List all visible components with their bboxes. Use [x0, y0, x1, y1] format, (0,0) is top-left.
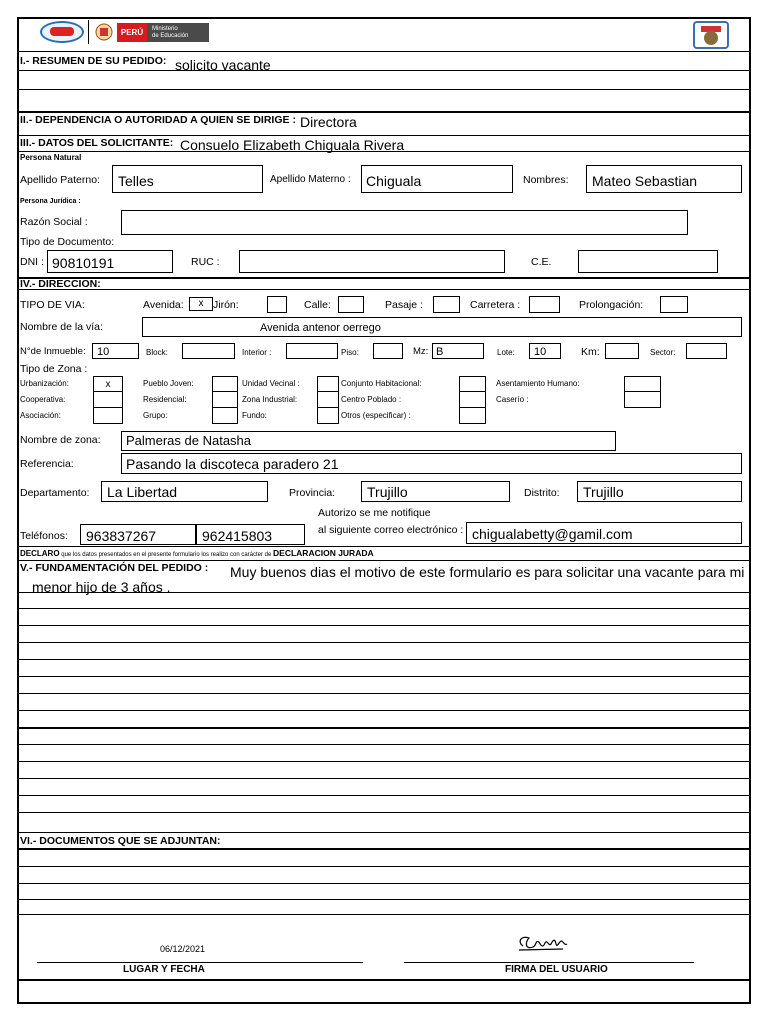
nombre-zona-value: Palmeras de Natasha	[126, 433, 252, 448]
nombres-label: Nombres:	[523, 174, 569, 186]
rule	[18, 832, 751, 833]
cooperativa-checkbox[interactable]	[93, 391, 123, 408]
departamento-label: Departamento:	[20, 487, 90, 499]
fundo-label: Fundo:	[242, 411, 267, 420]
pasaje-label: Pasaje :	[385, 299, 423, 311]
rule	[18, 761, 751, 762]
section1-label: I.- RESUMEN DE SU PEDIDO:	[20, 55, 167, 67]
rule	[18, 866, 751, 867]
lote-value: 10	[534, 346, 547, 358]
section5-label: V.- FUNDAMENTACIÓN DEL PEDIDO :	[20, 562, 209, 574]
nombre-via-field[interactable]	[142, 317, 742, 337]
unidad-vecinal-label: Unidad Vecinal :	[242, 379, 300, 388]
section5-line2[interactable]: menor hijo de 3 años .	[32, 579, 171, 595]
sector-label: Sector:	[650, 348, 676, 357]
firma-line	[404, 962, 694, 963]
section4-label: IV.- DIRECCION:	[20, 278, 101, 290]
km-field[interactable]	[605, 343, 639, 359]
rule	[18, 608, 751, 609]
rule	[18, 914, 751, 915]
rule	[18, 727, 751, 729]
persona-natural-label: Persona Natural	[20, 153, 82, 162]
sector-field[interactable]	[686, 343, 727, 359]
avenida-checkbox[interactable]: x	[189, 297, 213, 311]
asociacion-checkbox[interactable]	[93, 407, 123, 424]
rule	[18, 676, 751, 677]
dni-label: DNI :	[20, 256, 44, 268]
mz-label: Mz:	[413, 346, 429, 357]
block-label: Block:	[146, 348, 168, 357]
prolongacion-label: Prolongación:	[579, 299, 644, 311]
fecha-value[interactable]: 06/12/2021	[160, 944, 206, 954]
school-logo	[40, 21, 84, 43]
centro-poblado-label: Centro Poblado :	[341, 395, 402, 404]
jiron-checkbox[interactable]	[267, 296, 287, 313]
section2-label: II.- DEPENDENCIA O AUTORIDAD A QUIEN SE DIRIGE :	[20, 114, 296, 126]
apellido-paterno-value: Telles	[118, 173, 154, 189]
persona-juridica-label: Persona Jurídica :	[20, 198, 81, 205]
rule	[18, 277, 751, 279]
asentamiento-humano-label: Asentamiento Humano:	[496, 379, 580, 388]
rule	[18, 289, 751, 290]
grupo-checkbox[interactable]	[212, 407, 238, 424]
calle-label: Calle:	[304, 299, 331, 311]
rule	[18, 899, 751, 900]
declaracion-prefix: DECLARO	[20, 549, 60, 558]
referencia-value: Pasando la discoteca paradero 21	[126, 456, 339, 472]
provincia-value: Trujillo	[367, 484, 408, 500]
rule	[18, 883, 751, 884]
apellido-paterno-label: Apellido Paterno:	[20, 174, 100, 186]
inmueble-value: 10	[97, 346, 110, 358]
conjunto-habitacional-label: Conjunto Habitacional:	[341, 379, 422, 388]
apellido-materno-value: Chiguala	[366, 173, 422, 189]
rule	[18, 979, 751, 981]
cooperativa-label: Cooperativa:	[20, 395, 66, 404]
rule	[18, 659, 751, 660]
rule	[18, 848, 751, 850]
rule	[18, 693, 751, 694]
carretera-label: Carretera :	[470, 299, 521, 311]
telefonos-label: Teléfonos:	[20, 530, 68, 542]
conjunto-habitacional-checkbox[interactable]	[459, 376, 486, 392]
ministry-line1: Ministerio	[152, 26, 178, 32]
piso-label: Piso:	[341, 348, 359, 357]
rule	[18, 710, 751, 711]
urbanizacion-label: Urbanización:	[20, 379, 69, 388]
rule	[18, 642, 751, 643]
pueblo-joven-label: Pueblo Joven:	[143, 379, 194, 388]
telefono2-value: 962415803	[202, 528, 273, 544]
interior-field[interactable]	[286, 343, 338, 359]
pueblo-joven-checkbox[interactable]	[212, 376, 238, 392]
asociacion-label: Asociación:	[20, 411, 61, 420]
rule	[18, 89, 751, 90]
otros-label: Otros (especificar) :	[341, 411, 411, 420]
peru-badge: PERÚ	[117, 23, 147, 42]
ministry-line2: de Educación	[152, 33, 189, 39]
rule	[18, 625, 751, 626]
ce-label: C.E.	[531, 256, 552, 268]
grupo-label: Grupo:	[143, 411, 168, 420]
caserio-checkbox[interactable]	[624, 391, 661, 408]
rule	[18, 135, 751, 136]
nombre-via-label: Nombre de la vía:	[20, 321, 103, 333]
avenida-label: Avenida:	[143, 299, 184, 311]
section1-value[interactable]: solicito vacante	[175, 57, 271, 73]
rule	[18, 70, 751, 71]
ruc-label: RUC :	[191, 256, 220, 268]
block-field[interactable]	[182, 343, 235, 359]
razon-social-label: Razón Social :	[20, 216, 88, 228]
section5-line1[interactable]: Muy buenos dias el motivo de este formulario es para solicitar una vacante para mi	[230, 564, 745, 580]
km-label: Km:	[581, 346, 600, 358]
provincia-label: Provincia:	[289, 487, 336, 499]
ministry-badge	[147, 23, 209, 42]
section6-label: VI.- DOCUMENTOS QUE SE ADJUNTAN:	[20, 835, 221, 847]
ce-field[interactable]	[578, 250, 718, 273]
departamento-value: La Libertad	[107, 484, 178, 500]
razon-social-field[interactable]	[121, 210, 688, 235]
carretera-checkbox[interactable]	[529, 296, 560, 313]
nombre-via-value: Avenida antenor oerrego	[260, 322, 381, 334]
lugar-fecha-label: LUGAR Y FECHA	[123, 964, 205, 975]
email-value: chigualabetty@gamil.com	[472, 526, 633, 542]
rule	[18, 778, 751, 779]
apellido-materno-label: Apellido Materno :	[270, 174, 351, 185]
jiron-label: Jirón:	[213, 299, 239, 311]
peru-shield-icon	[95, 23, 113, 41]
fundo-checkbox[interactable]	[317, 407, 339, 424]
zona-industrial-label: Zona Industrial:	[242, 395, 298, 404]
declaracion-text: que los datos presentados en el presente formulario los realizo con carácter de	[61, 552, 272, 558]
calle-checkbox[interactable]	[338, 296, 364, 313]
ruc-field[interactable]	[239, 250, 505, 273]
mz-value: B	[436, 346, 444, 358]
rule	[18, 812, 751, 813]
unidad-vecinal-checkbox[interactable]	[317, 376, 339, 392]
referencia-label: Referencia:	[20, 458, 74, 470]
coat-of-arms-icon	[693, 21, 729, 49]
interior-label: Interior :	[242, 348, 272, 357]
prolongacion-checkbox[interactable]	[660, 296, 688, 313]
tipo-zona-label: Tipo de Zona :	[20, 363, 88, 375]
signature-image	[515, 932, 573, 956]
centro-poblado-checkbox[interactable]	[459, 391, 486, 408]
caserio-label: Caserío :	[496, 395, 529, 404]
residencial-checkbox[interactable]	[212, 391, 238, 408]
zona-industrial-checkbox[interactable]	[317, 391, 339, 408]
rule	[18, 744, 751, 745]
asentamiento-humano-checkbox[interactable]	[624, 376, 661, 392]
nombres-value: Mateo Sebastian	[592, 173, 698, 189]
header-divider	[88, 20, 89, 44]
inmueble-label: N°de Inmueble:	[20, 346, 86, 357]
section2-value[interactable]: Directora	[300, 114, 357, 130]
residencial-label: Residencial:	[143, 395, 187, 404]
firma-label: FIRMA DEL USUARIO	[505, 964, 608, 975]
section3-label: III.- DATOS DEL SOLICITANTE:	[20, 137, 174, 149]
tipo-documento-label: Tipo de Documento:	[20, 236, 115, 248]
pasaje-checkbox[interactable]	[433, 296, 460, 313]
distrito-label: Distrito:	[524, 487, 560, 499]
declaracion-suffix: DECLARACION JURADA	[273, 548, 374, 558]
piso-field[interactable]	[373, 343, 403, 359]
autorizo-line2: al siguiente correo electrónico :	[318, 524, 464, 536]
telefono1-value: 963837267	[86, 528, 157, 544]
rule	[18, 795, 751, 796]
tipo-via-label: TIPO DE VIA:	[20, 299, 85, 311]
nombre-zona-label: Nombre de zona:	[20, 434, 101, 446]
autorizo-line1: Autorizo se me notifique	[318, 507, 431, 519]
otros-checkbox[interactable]	[459, 407, 486, 424]
rule	[18, 546, 751, 547]
rule	[18, 560, 751, 561]
fecha-line	[37, 962, 363, 963]
dni-value: 90810191	[52, 255, 115, 271]
urbanizacion-checkbox[interactable]: x	[93, 376, 123, 392]
distrito-value: Trujillo	[583, 484, 624, 500]
declaracion-line	[20, 548, 374, 560]
rule	[18, 111, 751, 113]
rule	[18, 51, 751, 52]
lote-label: Lote:	[497, 348, 515, 357]
section3-value[interactable]: Consuelo Elizabeth Chiguala Rivera	[180, 137, 405, 153]
